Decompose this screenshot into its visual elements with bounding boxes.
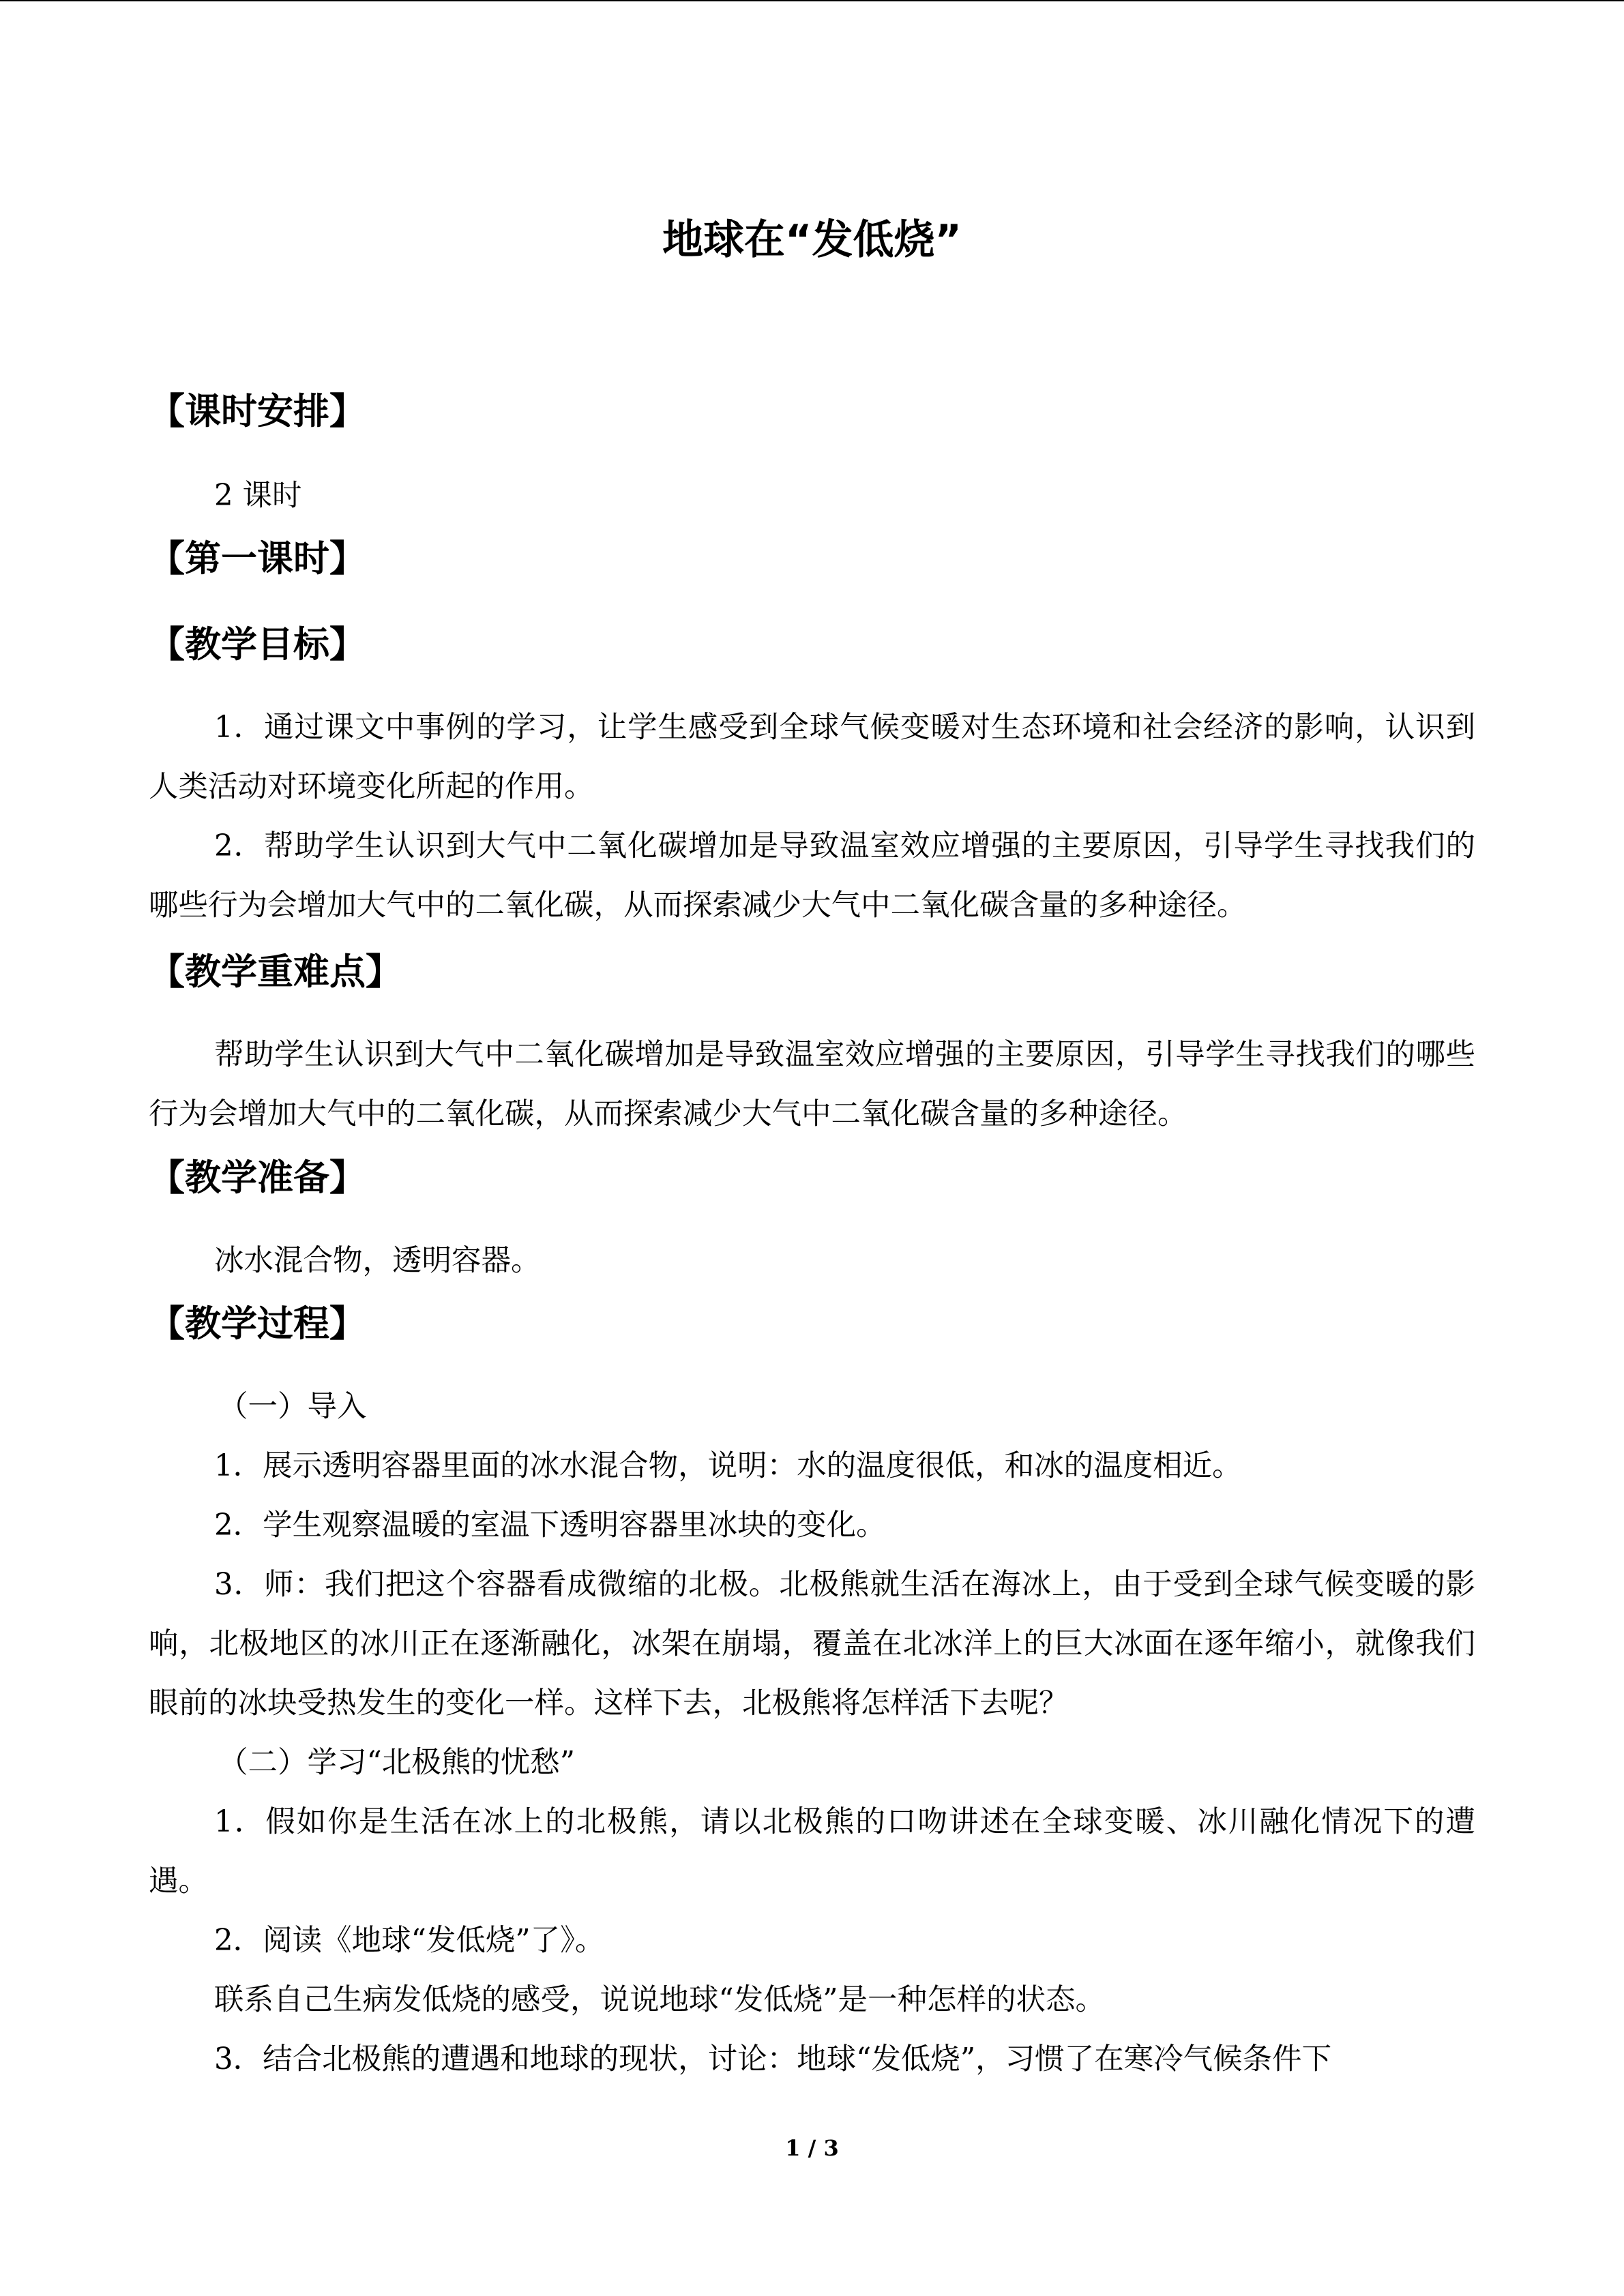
page-number: 1 / 3 [785,2135,839,2161]
top-border-rule [0,0,1624,1]
heading-schedule: 【课时安排】 [149,391,366,432]
schedule-text: 2 课时 [214,479,302,513]
part1-step3-paragraph: 3．师：我们把这个容器看成微缩的北极。北极熊就生活在海冰上，由于受到全球气候变暖的影响，北极地区的冰川正在逐渐融化，冰架在崩塌，覆盖在北冰洋上的巨大冰面在逐年缩小，就像我们眼前的冰块受热发生的变化一样。这样下去，北极熊将怎样活下去呢？ [149,1568,1475,1720]
goal-2-paragraph: 2．帮助学生认识到大气中二氧化碳增加是导致温室效应增强的主要原因，引导学生寻找我们的哪些行为会增加大气中的二氧化碳，从而探索减少大气中二氧化碳含量的多种途径。 [149,829,1475,923]
heading-preparation: 【教学准备】 [149,1157,366,1199]
part1-step2: 2．学生观察温暖的室温下透明容器里冰块的变化。 [214,1508,886,1542]
heading-first-lesson: 【第一课时】 [149,538,366,580]
heading-teaching-process: 【教学过程】 [149,1303,366,1345]
part2-step3: 3．结合北极熊的遭遇和地球的现状，讨论：地球“发低烧”，习惯了在寒冷气候条件下 [214,2042,1332,2076]
heading-teaching-goals: 【教学目标】 [149,624,366,666]
document-title: 地球在“发低烧” [662,216,962,264]
part2-step1-paragraph: 1．假如你是生活在冰上的北极熊，请以北极熊的口吻讲述在全球变暖、冰川融化情况下的遭遇。 [149,1805,1475,1898]
goal-1-paragraph: 1．通过课文中事例的学习，让学生感受到全球气候变暖对生态环境和社会经济的影响，认识到人类活动对环境变化所起的作用。 [149,711,1475,804]
key-points-paragraph: 帮助学生认识到大气中二氧化碳增加是导致温室效应增强的主要原因，引导学生寻找我们的哪些行为会增加大气中的二氧化碳，从而探索减少大气中二氧化碳含量的多种途径。 [149,1038,1475,1131]
part2-step2-note: 联系自己生病发低烧的感受，说说地球“发低烧”是一种怎样的状态。 [214,1983,1105,2017]
part2-title: （二）学习“北极熊的忧愁” [218,1746,575,1780]
part2-step2: 2．阅读《地球“发低烧”了》。 [214,1924,605,1958]
part1-step1: 1．展示透明容器里面的冰水混合物，说明：水的温度很低，和冰的温度相近。 [214,1449,1242,1483]
preparation-text: 冰水混合物，透明容器。 [214,1244,541,1278]
part1-title: （一）导入 [218,1390,367,1424]
heading-key-points: 【教学重难点】 [149,951,402,993]
